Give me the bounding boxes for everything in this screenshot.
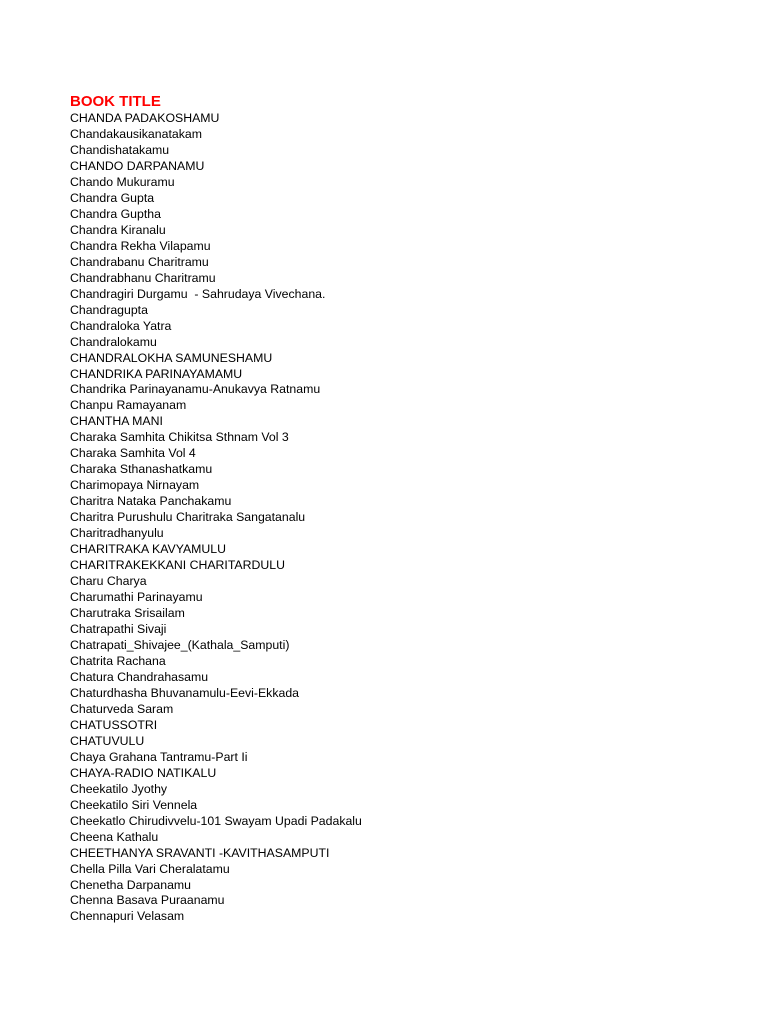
book-title-item: Chandragupta <box>70 302 148 317</box>
book-title-item: Charu Charya <box>70 574 147 589</box>
book-title-item: Cheekatlo Chirudivvelu-101 Swayam Upadi Padakalu <box>70 813 362 828</box>
book-title-item: Chenetha Darpanamu <box>70 877 191 892</box>
book-title-item: Chanpu Ramayanam <box>70 398 187 413</box>
book-title-item: Charaka Samhita Chikitsa Sthnam Vol 3 <box>70 430 289 445</box>
book-title-item: Charaka Samhita Vol 4 <box>70 446 196 461</box>
book-title-item: CHATUVULU <box>70 733 145 748</box>
book-title-item: Chella Pilla Vari Cheralatamu <box>70 861 230 876</box>
book-title-item: Chatrapati_Shivajee_(Kathala_Samputi) <box>70 637 290 652</box>
book-title-item: Cheena Kathalu <box>70 829 159 844</box>
book-title-item: Chando Mukuramu <box>70 174 175 189</box>
book-title-item: Chatrita Rachana <box>70 653 166 668</box>
book-title-item: Chandra Kiranalu <box>70 222 166 237</box>
book-title-item: Charaka Sthanashatkamu <box>70 462 213 477</box>
book-title-item: Chandrika Parinayanamu-Anukavya Ratnamu <box>70 382 321 397</box>
book-title-item: Chandra Gupta <box>70 190 155 205</box>
book-title-item: CHANDRIKA PARINAYAMAMU <box>70 366 243 381</box>
book-title-item: Chandakausikanatakam <box>70 126 202 141</box>
book-title-item: Charutraka Srisailam <box>70 606 185 621</box>
book-title-item: Chandraloka Yatra <box>70 318 172 333</box>
book-title-item: CHANDA PADAKOSHAMU <box>70 111 220 125</box>
book-title-item: Chandralokamu <box>70 334 157 349</box>
book-title-item: CHANDO DARPANAMU <box>70 158 205 173</box>
book-title-item: Chandra Guptha <box>70 206 161 221</box>
book-title-item: Chenna Basava Puraanamu <box>70 893 225 908</box>
book-title-item: Chaya Grahana Tantramu-Part Ii <box>70 749 248 764</box>
book-title-item: Chandra Rekha Vilapamu <box>70 238 211 253</box>
book-title-item: Chatrapathi Sivaji <box>70 622 167 636</box>
book-title-item: CHANDRALOKHA SAMUNESHAMU <box>70 350 273 365</box>
book-title-header: BOOK TITLE <box>70 93 161 110</box>
book-title-item: CHANTHA MANI <box>70 414 163 429</box>
book-title-item: CHAYA-RADIO NATIKALU <box>70 765 217 780</box>
book-title-item: CHEETHANYA SRAVANTI -KAVITHASAMPUTI <box>70 845 330 860</box>
book-title-item: Charitradhanyulu <box>70 526 164 541</box>
book-title-item: Chaturveda Saram <box>70 701 174 716</box>
book-title-item: CHARITRAKA KAVYAMULU <box>70 542 227 557</box>
book-title-item: CHATUSSOTRI <box>70 717 158 732</box>
book-title-item: Chennapuri Velasam <box>70 909 185 924</box>
book-title-list <box>70 111 362 925</box>
book-title-item: CHARITRAKEKKANI CHARITARDULU <box>70 558 285 573</box>
book-title-item: Charitra Purushulu Charitraka Sangatanalu <box>70 510 306 525</box>
book-title-item: Chandragiri Durgamu - Sahrudaya Vivechana. <box>70 286 326 301</box>
book-title-item: Cheekatilo Jyothy <box>70 781 168 796</box>
book-title-item: Chandrabanu Charitramu <box>70 254 209 269</box>
book-title-item: Chandrabhanu Charitramu <box>70 270 216 285</box>
book-title-item: Chandishatakamu <box>70 142 170 157</box>
book-title-item: Chatura Chandrahasamu <box>70 669 209 684</box>
book-title-item: Charumathi Parinayamu <box>70 590 203 605</box>
book-title-item: Charimopaya Nirnayam <box>70 478 200 493</box>
book-title-item: Cheekatilo Siri Vennela <box>70 797 198 812</box>
book-title-item: Chaturdhasha Bhuvanamulu-Eevi-Ekkada <box>70 685 299 700</box>
book-title-item: Charitra Nataka Panchakamu <box>70 494 232 509</box>
